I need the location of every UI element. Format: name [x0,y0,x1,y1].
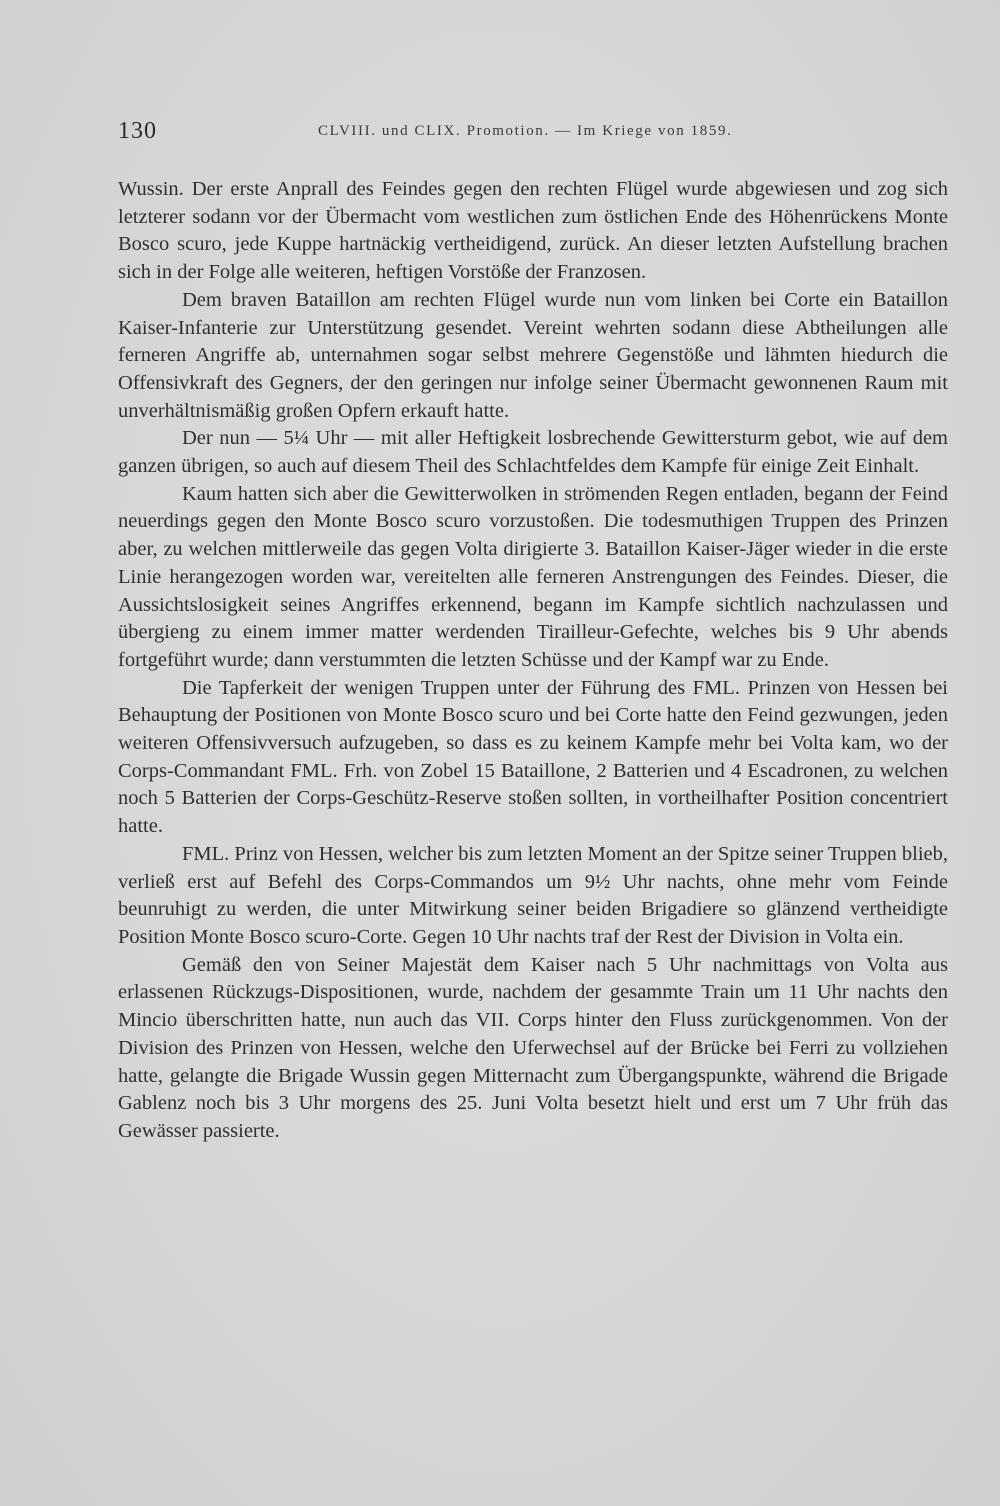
paragraph: Die Tapferkeit der wenigen Truppen unter der Führung des FML. Prinzen von Hessen bei Behauptung der Positionen von Monte Bosco scuro und bei Corte hatte den Feind gezwungen, jeden weiteren Offensivversuch aufzugeben, so dass es zu keinem Kampfe mehr bei Volta kam, wo der Corps-Commandant FML. Frh. von Zobel 15 Bataillone, 2 Batterien und 4 Escadronen, zu welchen noch 5 Batterien der Corps-Geschütz-Reserve stoßen sollten, in vortheilhafter Position concentriert hatte. [118,676,948,838]
paragraph: FML. Prinz von Hessen, welcher bis zum letzten Moment an der Spitze seiner Truppen blieb, verließ erst auf Befehl des Corps-Commandos um 9½ Uhr nachts, ohne mehr vom Feinde beunruhigt zu werden, die unter Mitwirkung seiner beiden Brigadiere so glänzend vertheidigte Position Monte Bosco scuro-Corte. Gegen 10 Uhr nachts traf der Rest der Division in Volta ein. [118,842,948,948]
page-number: 130 [118,118,157,144]
paragraph: Wussin. Der erste Anprall des Feindes gegen den rechten Flügel wurde abgewiesen und zog sich letzterer sodann vor der Übermacht vom westlichen zum östlichen Ende des Höhenrückens Monte Bosco scuro, jede Kuppe hartnäckig vertheidigend, zurück. An dieser letzten Aufstellung brachen sich in der Folge alle weiteren, heftigen Vorstöße der Franzosen. [118,178,948,284]
running-head [118,118,948,148]
running-head-title: CLVIII. und CLIX. Promotion. — Im Kriege von 1859. [318,123,733,139]
body-text [118,176,948,1146]
paragraph: Kaum hatten sich aber die Gewitterwolken in strömenden Regen entladen, begann der Feind neuerdings gegen den Monte Bosco scuro vorzustoßen. Die todesmuthigen Truppen des Prinzen aber, zu welchen mittlerweile das gegen Volta dirigierte 3. Bataillon Kaiser-Jäger wieder in die erste Linie herangezogen worden war, vereitelten alle ferneren Anstrengungen des Feindes. Dieser, die Aussichtslosigkeit seines Angriffes erkennend, begann im Kampfe sichtlich nachzulassen und übergieng zu einem immer matter werdenden Tirailleur-Gefechte, welches bis 9 Uhr abends fortgeführt wurde; dann verstummten die letzten Schüsse und der Kampf war zu Ende. [118,482,948,671]
paragraph: Der nun — 5¼ Uhr — mit aller Heftigkeit losbrechende Gewittersturm gebot, wie auf dem ganzen übrigen, so auch auf diesem Theil des Schlachtfeldes dem Kampfe für einige Zeit Einhalt. [118,427,948,478]
paragraph: Dem braven Bataillon am rechten Flügel wurde nun vom linken bei Corte ein Bataillon Kaiser-Infanterie zur Unterstützung gesendet. Vereint wehrten sodann diese Abtheilungen alle ferneren Angriffe ab, unternahmen sogar selbst mehrere Gegenstöße und lähmten hiedurch die Offensivkraft des Gegners, der den geringen nur infolge seiner Übermacht gewonnenen Raum mit unverhältnismäßig großen Opfern erkauft hatte. [118,288,948,422]
paragraph: Gemäß den von Seiner Majestät dem Kaiser nach 5 Uhr nachmittags von Volta aus erlassenen Rückzugs-Dispositionen, wurde, nachdem der gesammte Train um 11 Uhr nachts den Mincio überschritten hatte, nun auch das VII. Corps hinter den Fluss zurückgenommen. Von der Division des Prinzen von Hessen, welche den Uferwechsel auf der Brücke bei Ferri zu vollziehen hatte, gelangte die Brigade Wussin gegen Mitternacht zum Übergangspunkte, während die Brigade Gablenz noch bis 3 Uhr morgens des 25. Juni Volta besetzt hielt und erst um 7 Uhr früh das Gewässer passierte. [118,953,948,1142]
